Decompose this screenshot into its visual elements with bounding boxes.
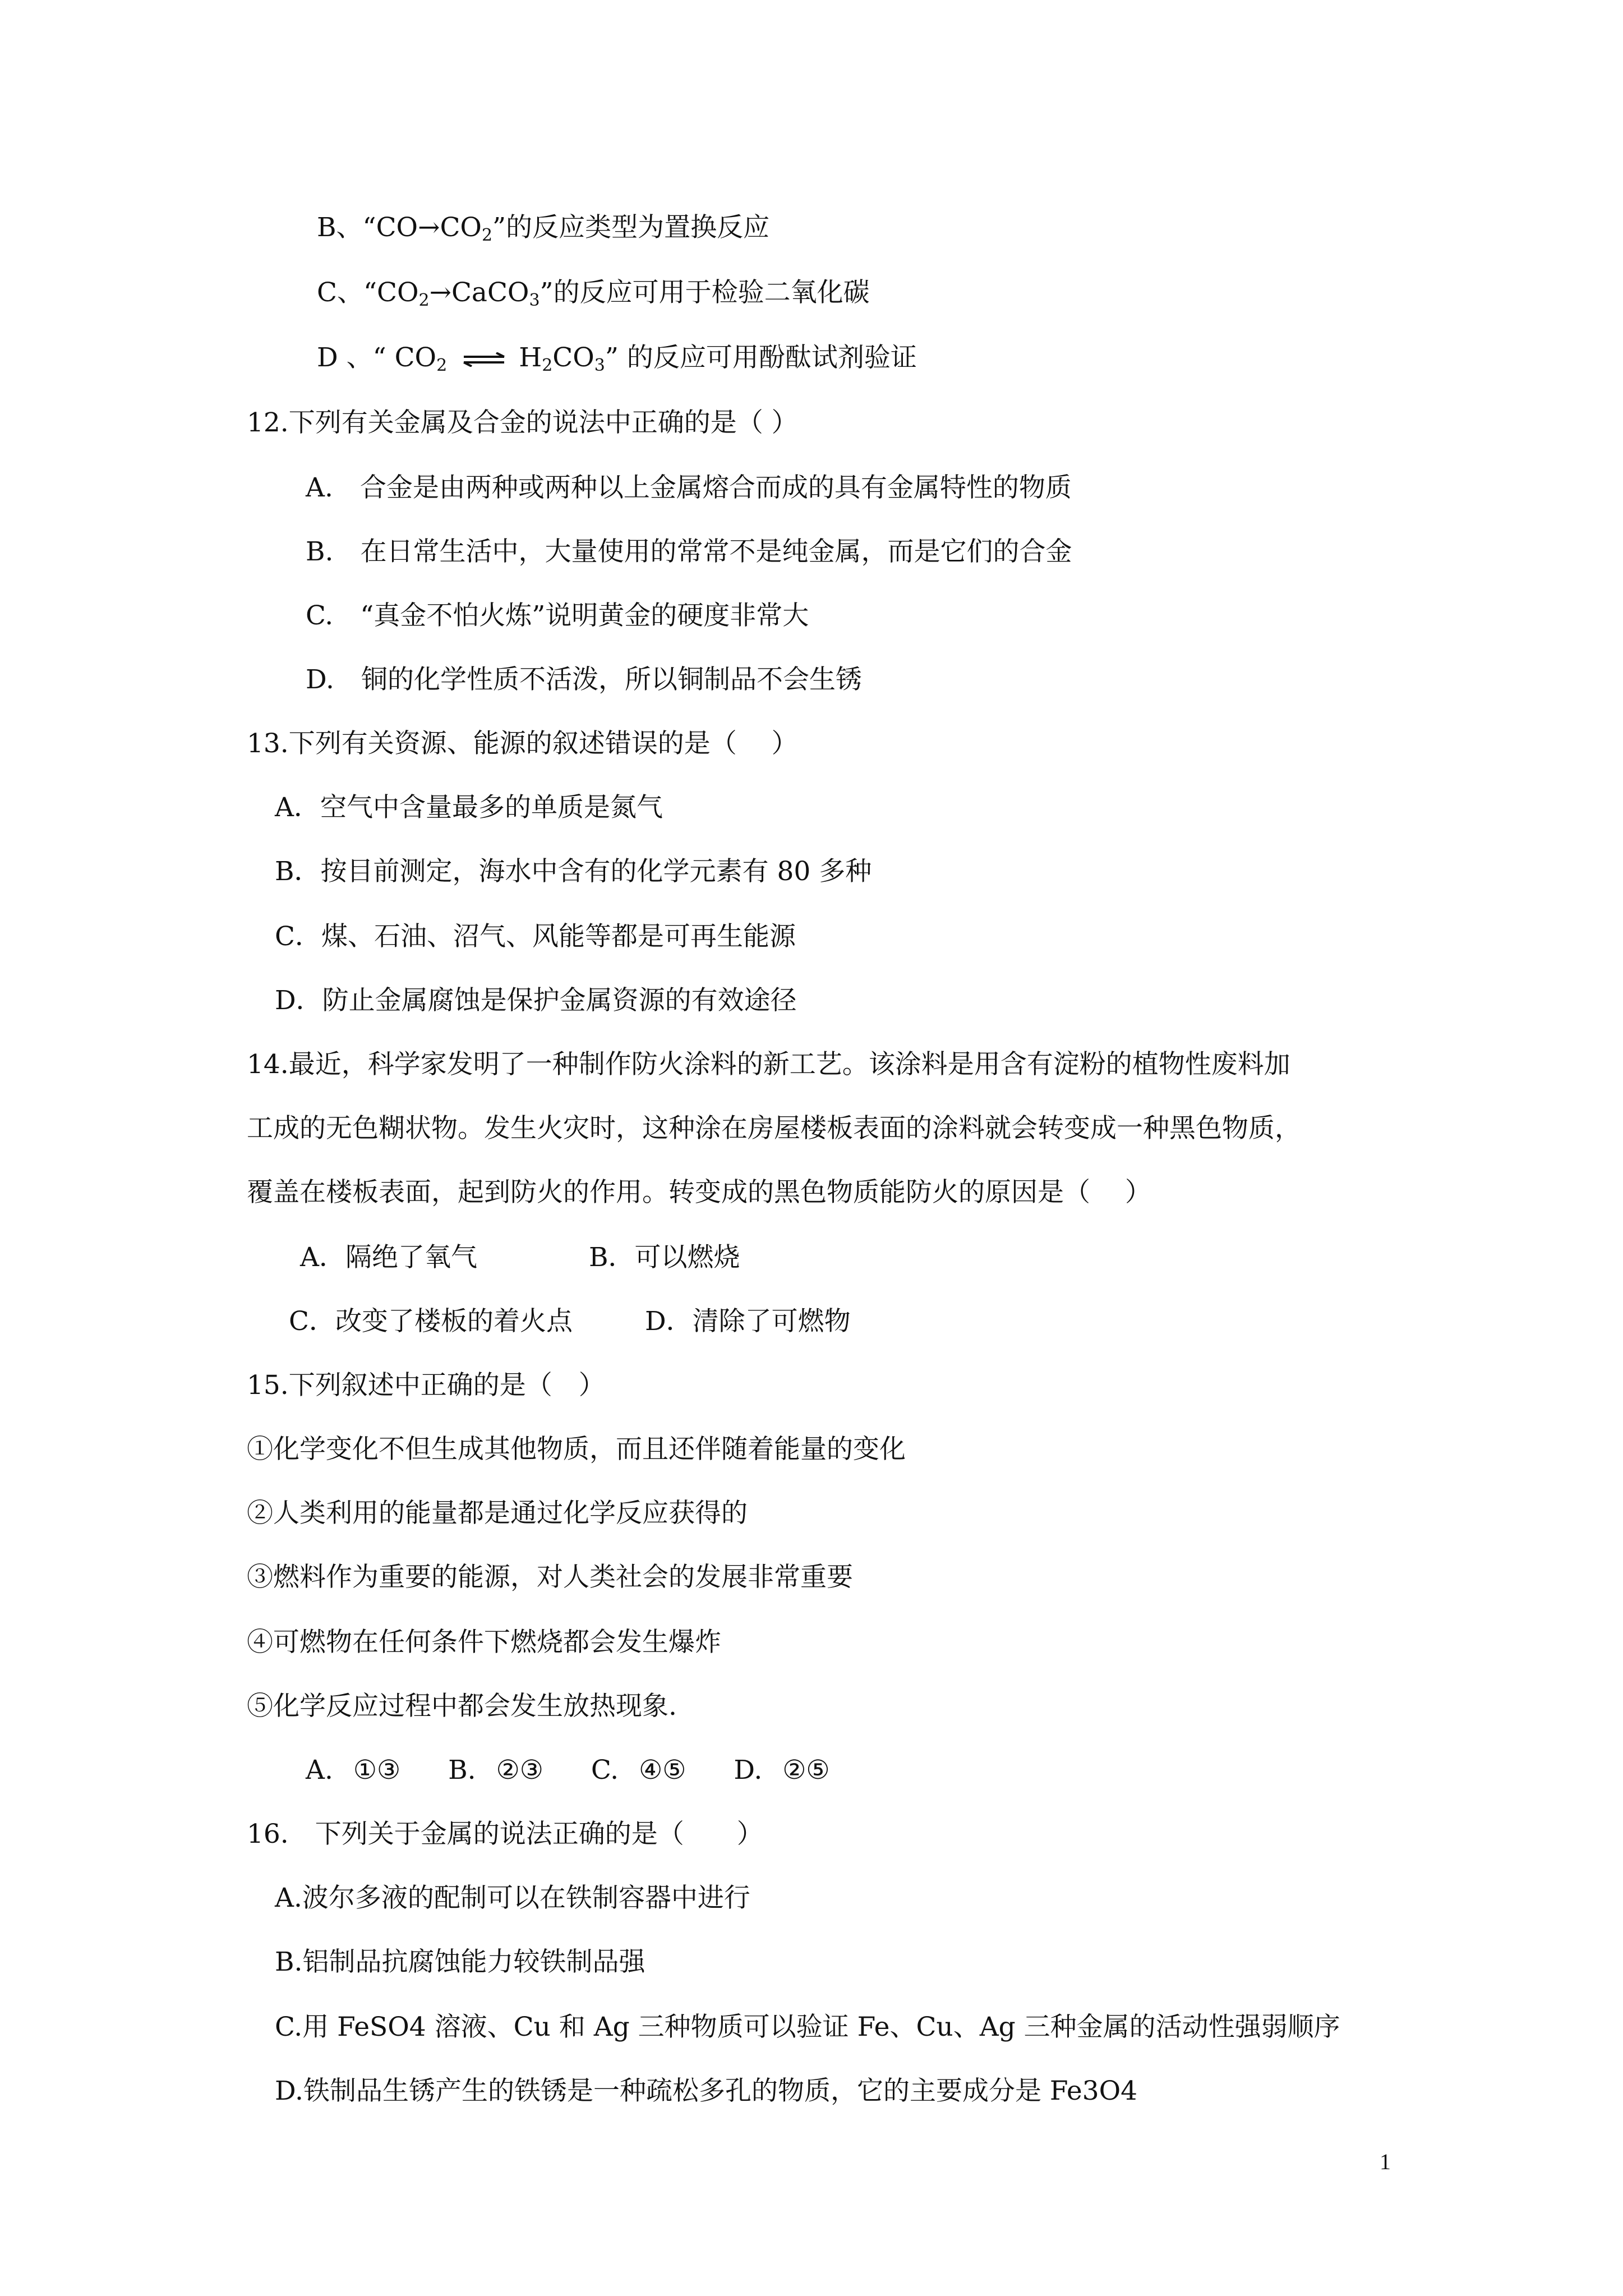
q14-paragraph-line-3: 覆盖在楼板表面，起到防火的作用。转变成的黑色物质能防火的原因是（ ） [247, 1177, 1151, 1208]
q15-item-1: ①化学变化不但生成其他物质，而且还伴随着能量的变化 [247, 1434, 906, 1465]
q11-option-b [317, 211, 769, 245]
q16-option-d: D.铁制品生锈产生的铁锈是一种疏松多孔的物质，它的主要成分是 Fe3O4 [275, 2076, 1138, 2106]
q11-option-c [317, 276, 870, 310]
option-label: B. [306, 536, 334, 567]
q11-option-d [317, 341, 917, 375]
q15-item-5: ⑤化学反应过程中都会发生放热现象. [247, 1691, 677, 1722]
q12-option-b [306, 535, 1072, 569]
q15-item-2: ②人类利用的能量都是通过化学反应获得的 [247, 1498, 748, 1529]
option-label: B. [448, 1755, 476, 1786]
option-label: C. [591, 1755, 619, 1786]
q13-option-c: C．煤、石油、沼气、风能等都是可再生能源 [275, 921, 796, 952]
q11-d-formula-2: CO [552, 342, 594, 373]
option-text: “真金不怕火炼”说明黄金的硬度非常大 [360, 600, 809, 631]
q12-option-c [306, 599, 809, 633]
q15-item-3: ③燃料作为重要的能源，对人类社会的发展非常重要 [247, 1562, 853, 1593]
q12-option-a [306, 471, 1072, 505]
q11-b-formula: CO [440, 212, 482, 243]
option-text: 在日常生活中，大量使用的常常不是纯金属，而是它们的合金 [360, 536, 1072, 567]
q11-d-text: ” 的反应可用酚酞试剂验证 [605, 342, 917, 373]
q12-option-d [306, 663, 862, 697]
q14-option-b: B．可以燃烧 [589, 1242, 740, 1273]
q16-option-a: A.波尔多液的配制可以在铁制容器中进行 [275, 1883, 750, 1913]
option-text: ①③ [353, 1755, 401, 1786]
q16-option-c: C.用 FeSO4 溶液、Cu 和 Ag 三种物质可以验证 Fe、Cu、Ag 三种金属的活动性强弱顺序 [275, 2012, 1340, 2042]
subscript: 2 [481, 226, 493, 245]
q11-d-formula: H [519, 342, 542, 373]
option-label: D. [734, 1755, 763, 1786]
option-text: ②③ [496, 1755, 543, 1786]
q12-stem: 12.下列有关金属及合金的说法中正确的是（ ） [247, 407, 798, 438]
option-label: A. [306, 1755, 333, 1786]
q16-stem: 16. 下列关于金属的说法正确的是（ ） [247, 1819, 763, 1849]
reversible-arrow-icon [462, 352, 506, 367]
q11-b-pre: B、“CO [317, 212, 418, 243]
q14-paragraph-line-1: 14.最近，科学家发明了一种制作防火涂料的新工艺。该涂料是用含有淀粉的植物性废料加 [247, 1049, 1290, 1080]
q15-options [306, 1754, 830, 1787]
q13-option-b: B．按目前测定，海水中含有的化学元素有 80 多种 [275, 856, 872, 887]
q14-option-a: A．隔绝了氧气 [300, 1242, 477, 1273]
option-text: 合金是由两种或两种以上金属熔合而成的具有金属特性的物质 [359, 472, 1072, 503]
q13-option-a: A．空气中含量最多的单质是氮气 [275, 792, 663, 823]
q13-option-d: D．防止金属腐蚀是保护金属资源的有效途径 [275, 985, 797, 1016]
q11-c-formula: CaCO [451, 277, 529, 308]
q16-option-b: B.铝制品抗腐蚀能力较铁制品强 [275, 1947, 645, 1977]
option-text: ④⑤ [639, 1755, 686, 1786]
subscript: 3 [529, 291, 540, 310]
option-label: A. [306, 472, 333, 503]
q11-d-pre: D 、“ CO [317, 342, 437, 373]
q11-b-text: ”的反应类型为置换反应 [492, 212, 770, 243]
option-label: D. [306, 664, 334, 695]
q15-stem: 15.下列叙述中正确的是（ ） [247, 1370, 605, 1401]
option-text: 铜的化学性质不活泼，所以铜制品不会生锈 [361, 664, 862, 695]
q14-paragraph-line-2: 工成的无色糊状物。发生火灾时，这种涂在房屋楼板表面的涂料就会转变成一种黑色物质， [247, 1113, 1301, 1144]
q14-option-d: D．清除了可燃物 [645, 1306, 851, 1337]
q11-c-text: ”的反应可用于检验二氧化碳 [540, 277, 870, 308]
q15-item-4: ④可燃物在任何条件下燃烧都会发生爆炸 [247, 1627, 721, 1658]
arrow-icon: → [429, 277, 451, 308]
q13-stem: 13.下列有关资源、能源的叙述错误的是（ ） [247, 728, 798, 759]
option-label: C. [306, 600, 334, 631]
q11-c-pre: C、“CO [317, 277, 419, 308]
subscript: 2 [436, 356, 448, 375]
page-number: 1 [1380, 2149, 1391, 2174]
subscript: 3 [594, 356, 605, 375]
subscript: 2 [418, 291, 430, 310]
subscript: 2 [542, 356, 553, 375]
option-text: ②⑤ [782, 1755, 830, 1786]
arrow-icon: → [418, 212, 440, 243]
q14-option-c: C．改变了楼板的着火点 [289, 1306, 573, 1337]
